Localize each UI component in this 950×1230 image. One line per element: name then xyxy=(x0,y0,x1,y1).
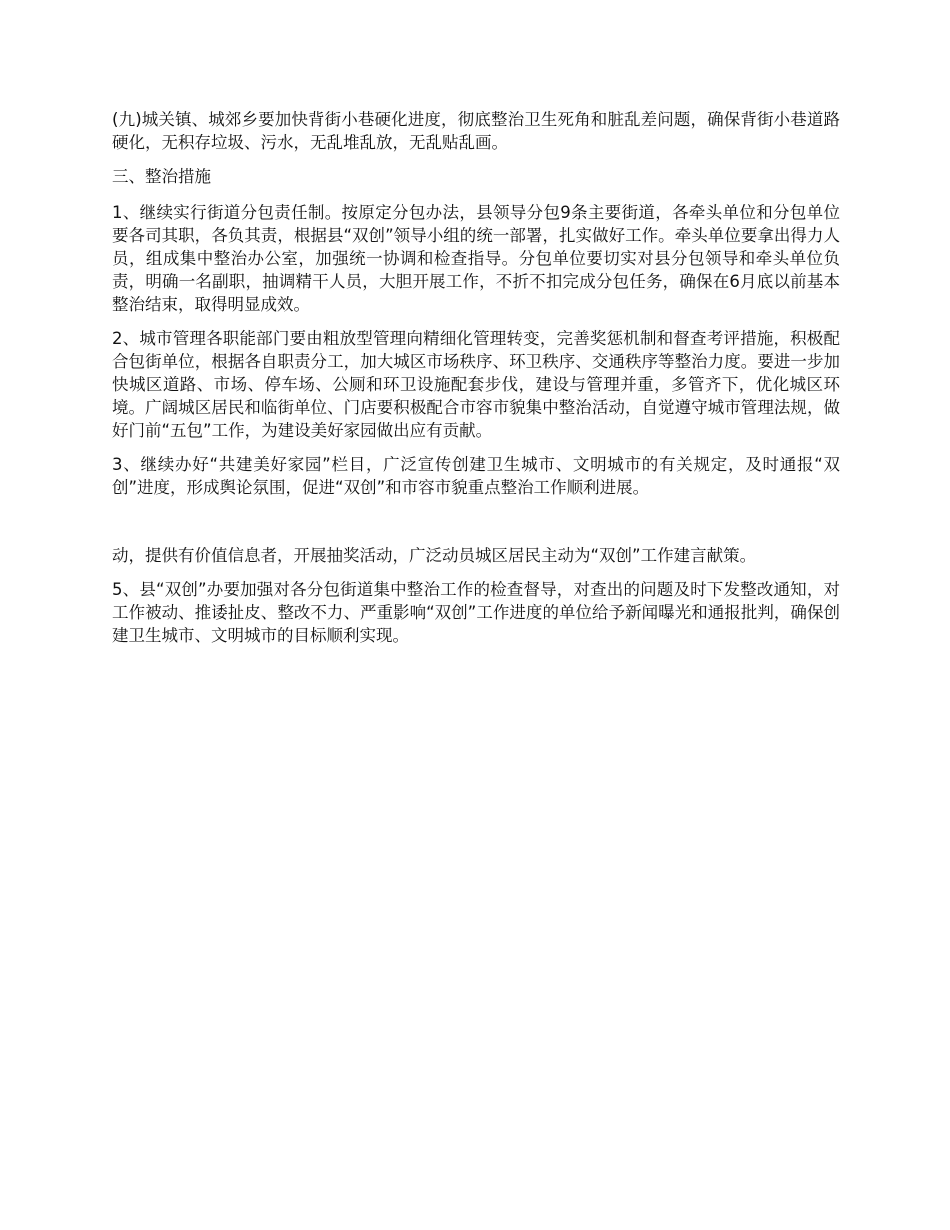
section-heading-measures: 三、整治措施 xyxy=(112,167,211,186)
paragraph-measure-2: 2、城市管理各职能部门要由粗放型管理向精细化管理转变，完善奖惩机制和督查考评措施，积极配合包街单位，根据各自职责分工，加大城区市场秩序、环卫秩序、交通秩序等整治力度。要进一步加快城区道路、市场、停车场、公厕和环卫设施配套步伐，建设与管理并重，多管齐下，优化城区环境。广阔城区居民和临街单位、门店要积极配合市容市貌集中整治活动，自觉遵守城市管理法规，做好门前“五包”工作，为建设美好家园做出应有贡献。 xyxy=(112,329,840,440)
document-page xyxy=(112,108,840,658)
paragraph-measure-3: 3、继续办好“共建美好家园”栏目，广泛宣传创建卫生城市、文明城市的有关规定，及时通报“双创”进度，形成舆论氛围，促进“双创”和市容市貌重点整治工作顺利进展。 xyxy=(112,455,840,497)
paragraph-measure-1: 1、继续实行街道分包责任制。按原定分包办法，县领导分包9条主要街道，各牵头单位和分包单位要各司其职，各负其责，根据县“双创”领导小组的统一部署，扎实做好工作。牵头单位要拿出得力人员，组成集中整治办公室，加强统一协调和检查指导。分包单位要切实对县分包领导和牵头单位负责，明确一名副职，抽调精干人员，大胆开展工作，不折不扣完成分包任务，确保在6月底以前基本整治结束，取得明显成效。 xyxy=(112,203,840,314)
paragraph-item-nine: (九)城关镇、城郊乡要加快背街小巷硬化进度，彻底整治卫生死角和脏乱差问题，确保背街小巷道路硬化，无积存垃圾、污水，无乱堆乱放，无乱贴乱画。 xyxy=(112,110,840,152)
paragraph-fragment: 动，提供有价值信息者，开展抽奖活动，广泛动员城区居民主动为“双创”工作建言献策。 xyxy=(112,546,757,565)
page-gap xyxy=(112,510,840,544)
paragraph-measure-5: 5、县“双创”办要加强对各分包街道集中整治工作的检查督导，对查出的问题及时下发整改通知，对工作被动、推诿扯皮、整改不力、严重影响“双创”工作进度的单位给予新闻曝光和通报批判，确保创建卫生城市、文明城市的目标顺利实现。 xyxy=(112,580,840,645)
